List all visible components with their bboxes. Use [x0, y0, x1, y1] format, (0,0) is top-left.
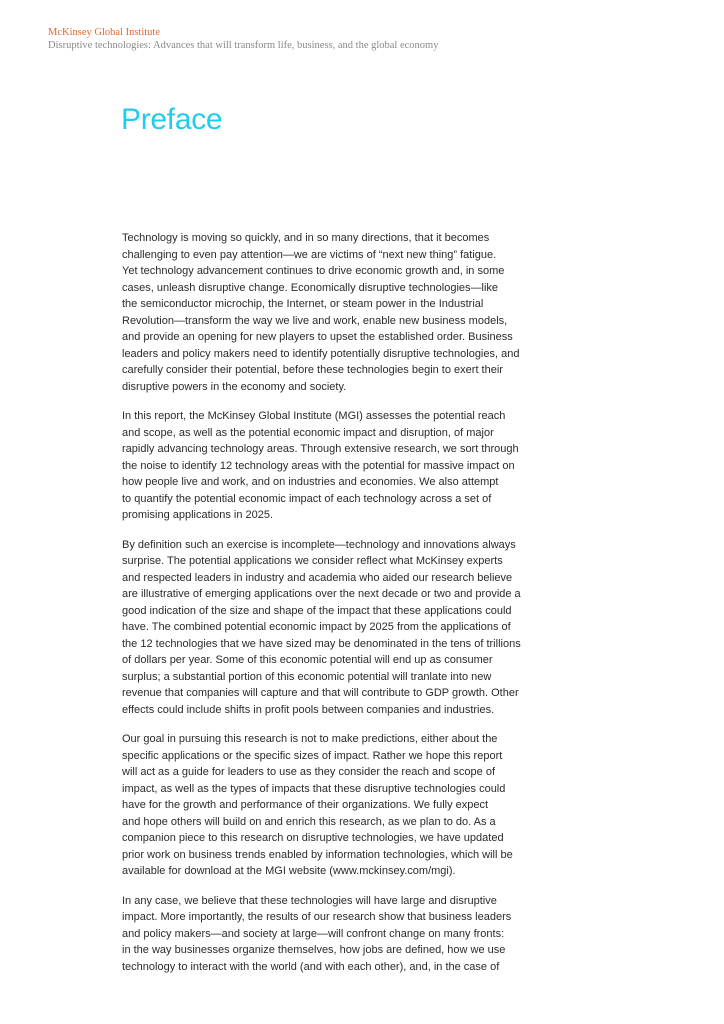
paragraph-line: In this report, the McKinsey Global Institute (MGI) assesses the potential reach	[122, 410, 506, 422]
header-report-title: Disruptive technologies: Advances that will transform life, business, and the global economy	[48, 40, 439, 51]
paragraph-line: will act as a guide for leaders to use as they consider the reach and scope of	[122, 766, 495, 778]
paragraph-line: cases, unleash disruptive change. Economically disruptive technologies—like	[122, 281, 499, 294]
paragraph-line: the 12 technologies that we have sized may be denominated in the tens of trillions	[122, 637, 521, 650]
header-org-name: McKinsey Global Institute	[48, 27, 160, 38]
page-title: Preface	[121, 103, 223, 136]
paragraph-line: surprise. The potential applications we consider reflect what McKinsey experts	[122, 555, 503, 567]
paragraph-line: are illustrative of emerging applications over the next decade or two and provide a	[122, 588, 521, 600]
paragraph-line: By definition such an exercise is incomplete—technology and innovations always	[122, 538, 516, 551]
paragraph-line: available for download at the MGI website (www.mckinsey.com/mgi).	[122, 865, 456, 877]
paragraph-line: Yet technology advancement continues to drive economic growth and, in some	[122, 265, 505, 277]
paragraph-line: leaders and policy makers need to identify potentially disruptive technologies, and	[122, 347, 520, 360]
preface-body	[122, 230, 558, 988]
paragraph-line: and respected leaders in industry and academia who aided our research believe	[122, 571, 513, 584]
paragraph-line: prior work on business trends enabled by information technologies, which will be	[122, 848, 513, 861]
paragraph-line: the semiconductor microchip, the Internet, or steam power in the Industrial	[122, 298, 484, 310]
paragraph-line: surplus; a substantial portion of this economic potential will tranlate into new	[122, 670, 492, 683]
paragraph-line: in the way businesses organize themselves, how jobs are defined, how we use	[122, 944, 506, 956]
paragraph-line: Technology is moving so quickly, and in so many directions, that it becomes	[122, 232, 490, 244]
paragraph-line: revenue that companies will capture and that will contribute to GDP growth. Other	[122, 687, 519, 699]
paragraph-line: specific applications or the specific sizes of impact. Rather we hope this report	[122, 749, 503, 762]
paragraph-line: the noise to identify 12 technology areas with the potential for massive impact on	[122, 459, 515, 472]
paragraph-line: impact. More importantly, the results of our research show that business leaders	[122, 911, 512, 923]
paragraph-line: and policy makers—and society at large—will confront change on many fronts:	[122, 927, 505, 940]
paragraph-line: impact, as well as the types of impacts that these disruptive technologies could	[122, 782, 506, 795]
paragraph-line: rapidly advancing technology areas. Through extensive research, we sort through	[122, 443, 519, 455]
paragraph-line: companion piece to this research on disruptive technologies, we have updated	[122, 832, 504, 844]
paragraph-line: carefully consider their potential, before these technologies begin to exert their	[122, 364, 503, 376]
paragraph-2	[122, 408, 558, 524]
paragraph-line: have. The combined potential economic impact by 2025 from the applications of	[122, 621, 511, 633]
paragraph-line: promising applications in 2025.	[122, 509, 274, 521]
paragraph-line: of dollars per year. Some of this economic potential will end up as consumer	[122, 654, 493, 666]
paragraph-line: effects could include shifts in profit pools between companies and industries.	[122, 703, 495, 716]
paragraph-line: Revolution—transform the way we live and work, enable new business models,	[122, 314, 508, 327]
paragraph-line: good indication of the size and shape of the impact that these applications could	[122, 604, 512, 617]
paragraph-4	[122, 731, 558, 880]
paragraph-line: and provide an opening for new players to upset the established order. Business	[122, 331, 513, 343]
paragraph-1	[122, 230, 558, 395]
paragraph-5	[122, 893, 558, 976]
paragraph-3	[122, 537, 558, 719]
paragraph-line: how people live and work, and on industries and economies. We also attempt	[122, 476, 499, 488]
paragraph-line: have for the growth and performance of their organizations. We fully expect	[122, 799, 489, 811]
paragraph-line: Our goal in pursuing this research is not to make predictions, either about the	[122, 733, 498, 745]
paragraph-line: In any case, we believe that these technologies will have large and disruptive	[122, 894, 497, 907]
paragraph-line: disruptive powers in the economy and society.	[122, 380, 347, 393]
paragraph-line: to quantify the potential economic impact of each technology across a set of	[122, 492, 492, 505]
paragraph-line: technology to interact with the world (and with each other), and, in the case of	[122, 960, 500, 973]
running-header	[48, 26, 438, 52]
paragraph-line: challenging to even pay attention—we are victims of “next new thing” fatigue.	[122, 248, 497, 261]
paragraph-line: and scope, as well as the potential economic impact and disruption, of major	[122, 426, 494, 439]
paragraph-line: and hope others will build on and enrich this research, as we plan to do. As a	[122, 815, 496, 828]
